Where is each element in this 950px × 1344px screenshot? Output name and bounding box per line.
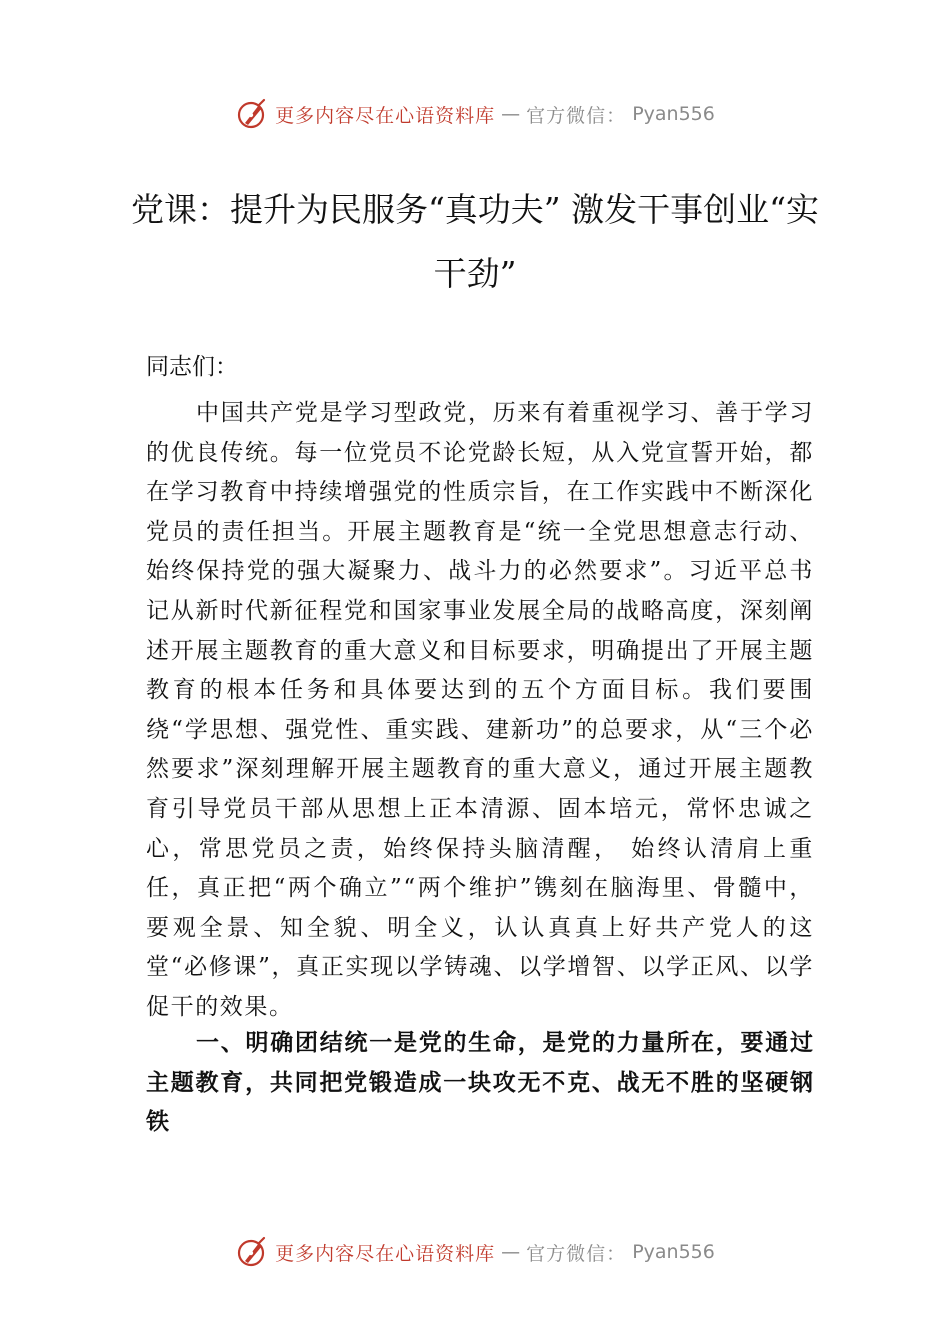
- watermark-wechat-id: Pyan556: [632, 1241, 715, 1263]
- greeting: 同志们：: [146, 354, 238, 380]
- watermark-wechat-label: 官方微信：: [526, 1242, 627, 1265]
- watermark-brand-text: 更多内容尽在心语资料库: [275, 1242, 496, 1265]
- pen-nib-circle-icon: [235, 1235, 269, 1269]
- section-1-heading: 一、明确团结统一是党的生命，是党的力量所在，要通过主题教育，共同把党锻造成一块攻无不克、战无不胜的坚硬钢铁: [146, 1030, 814, 1136]
- watermark-wechat-label: 官方微信：: [526, 104, 627, 127]
- watermark-brand-text: 更多内容尽在心语资料库: [275, 104, 496, 127]
- intro-paragraph: 中国共产党是学习型政党，历来有着重视学习、善于学习的优良传统。每一位党员不论党龄长短，从入党宣誓开始，都在学习教育中持续增强党的性质宗旨，在工作实践中不断深化党员的责任担当。开展主题教育是“统一全党思想意志行动、始终保持党的强大凝聚力、战斗力的必然要求”。习近平总书记从新时代新征程党和国家事业发展全局的战略高度，深刻阐述开展主题教育的重大意义和目标要求，明确提出了开展主题教育的根本任务和具体要达到的五个方面目标。我们要围绕“学思想、强党性、重实践、建新功”的总要求，从“三个必然要求”深刻理解开展主题教育的重大意义，通过开展主题教育引导党员干部从思想上正本清源、固本培元，常怀忠诚之心，常思党员之责，始终保持头脑清醒， 始终认清肩上重任，真正把“两个确立”“两个维护”镌刻在脑海里、骨髓中，要观全景、知全貌、明全义，认认真真上好共产党人的这堂“必修课”，真正实现以学铸魂、以学增智、以学正风、以学促干的效果。: [146, 400, 814, 1020]
- footer-watermark: [0, 1232, 950, 1272]
- document-title: 党课：提升为民服务“真功夫” 激发干事创业“实干劲”: [130, 190, 820, 293]
- watermark-separator: —: [501, 1241, 521, 1263]
- watermark-wechat-id: Pyan556: [632, 103, 715, 125]
- pen-nib-circle-icon: [235, 97, 269, 131]
- watermark-separator: —: [501, 103, 521, 125]
- header-watermark: [0, 94, 950, 134]
